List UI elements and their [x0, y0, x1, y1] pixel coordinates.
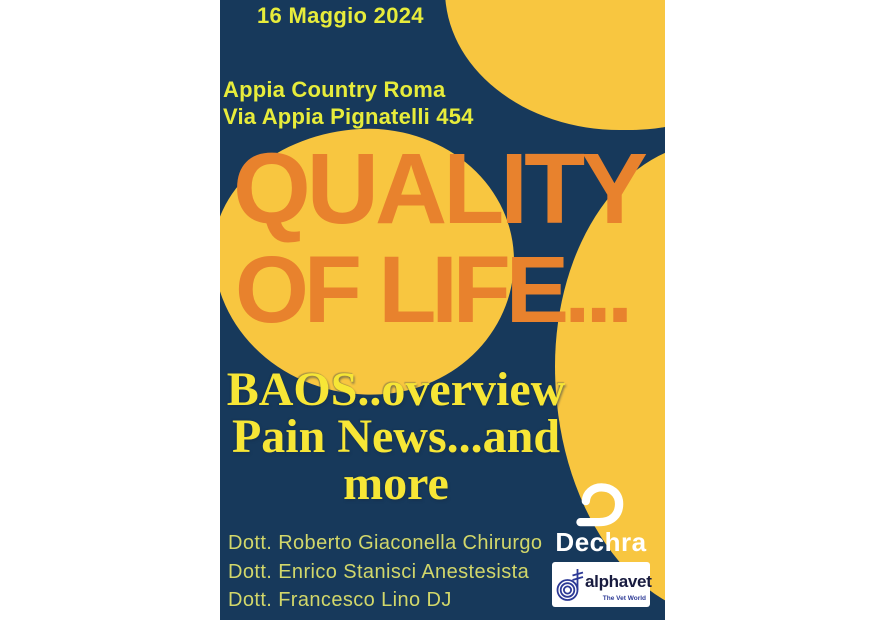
- venue-address: [223, 76, 474, 130]
- subtitle-line-3: more: [343, 457, 449, 510]
- venue-street: Via Appia Pignatelli 454: [223, 104, 474, 129]
- speaker-item: Dott. Francesco Lino DJ: [228, 589, 452, 611]
- dechra-d-icon: [575, 483, 627, 528]
- alphavet-wordmark: alphavet: [585, 572, 652, 591]
- speaker-item: Dott. Roberto Giaconella Chirurgo: [228, 532, 543, 554]
- dechra-wordmark: Dechra: [555, 527, 647, 557]
- background-blob-top-right: [445, 0, 665, 130]
- subtitle-line-1: BAOS..overview: [226, 363, 566, 416]
- event-poster: [220, 0, 665, 620]
- event-date: 16 Maggio 2024: [257, 3, 424, 28]
- subtitle-line-2: Pain News...and: [231, 410, 561, 463]
- speaker-item: Dott. Enrico Stanisci Anestesista: [228, 560, 530, 583]
- alphavet-tagline: The Vet World: [602, 595, 646, 602]
- alphavet-logo: [552, 562, 650, 607]
- dechra-logo: [550, 483, 652, 556]
- poster-subtitle: [220, 363, 572, 510]
- speaker-list: [228, 529, 542, 615]
- alphavet-d-icon: [556, 566, 584, 603]
- venue-name: Appia Country Roma: [223, 77, 446, 102]
- poster-title-line-2: OF LIFE...: [235, 237, 629, 343]
- poster-title-line-1: QUALITY: [233, 133, 644, 245]
